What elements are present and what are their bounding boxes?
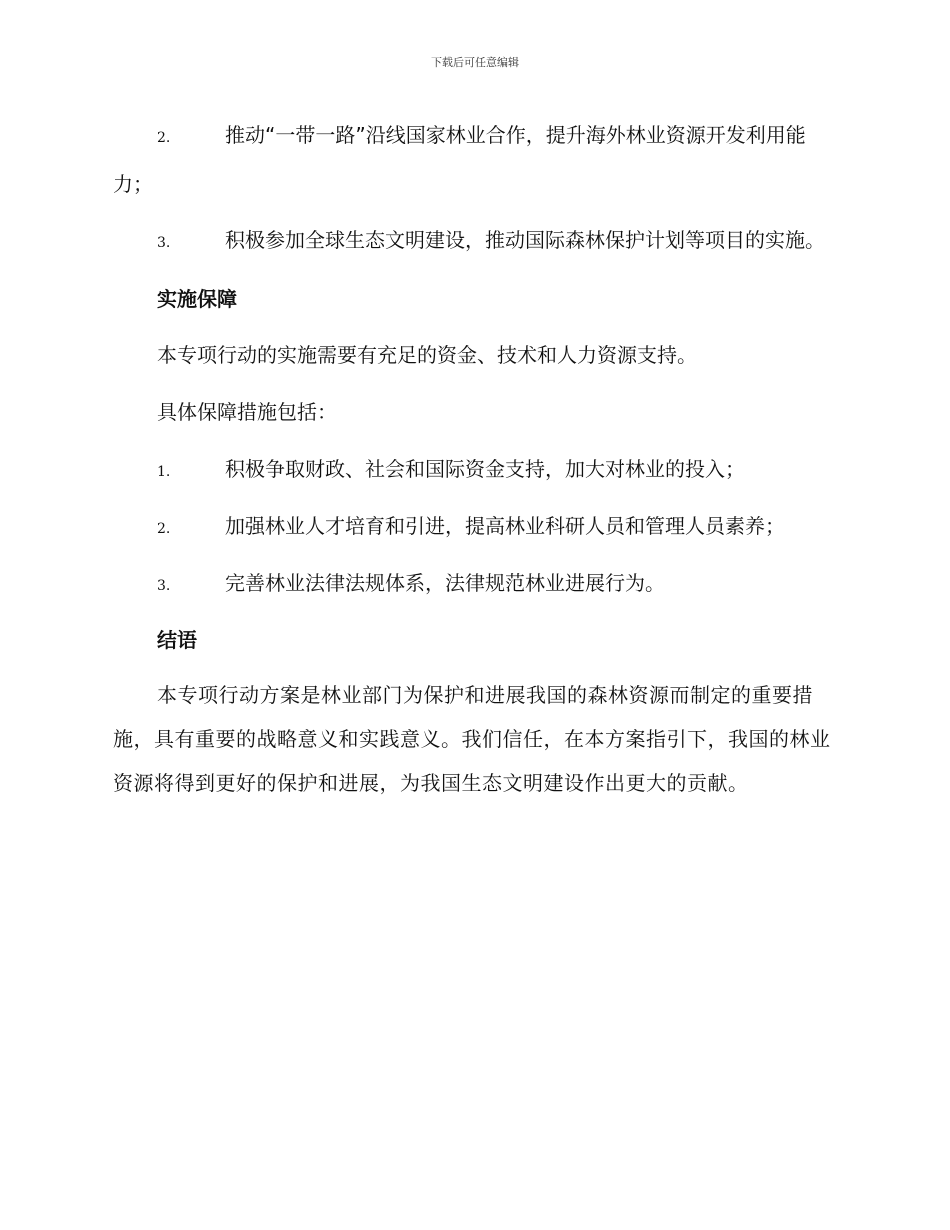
list-number: 1. — [157, 464, 171, 480]
list-item — [113, 217, 835, 266]
conclusion-paragraph: 本专项行动方案是林业部门为保护和进展我国的森林资源而制定的重要措施，具有重要的战略意义和实践意义。我们信任，在本方案指引下，我国的林业资源将得到更好的保护和进展，为我国生态文明建设作出更大的贡献。 — [113, 683, 831, 795]
guarantee-intro: 本专项行动的实施需要有充足的资金、技术和人力资源支持。 — [157, 343, 697, 367]
list-item — [113, 112, 835, 207]
document-body — [113, 112, 835, 816]
list-item — [113, 503, 835, 549]
list-text: 加强林业人才培育和引进，提高林业科研人员和管理人员素养； — [225, 514, 785, 538]
list-number: 2. — [157, 521, 171, 537]
list-text: 积极争取财政、社会和国际资金支持，加大对林业的投入； — [225, 457, 745, 481]
list-text: 推动“一带一路”沿线国家林业合作，提升海外林业资源开发利用能力； — [113, 123, 806, 196]
list-number: 3. — [157, 235, 171, 251]
measures-label: 具体保障措施包括： — [157, 400, 337, 424]
section-heading-conclusion: 结语 — [157, 628, 197, 652]
list-number: 2. — [157, 130, 171, 146]
list-item — [113, 560, 835, 606]
page-header: 下载后可任意编辑 — [431, 56, 519, 69]
section-heading-guarantee: 实施保障 — [157, 287, 237, 311]
list-number: 3. — [157, 578, 171, 594]
list-text: 完善林业法律法规体系，法律规范林业进展行为。 — [225, 571, 665, 595]
list-text: 积极参加全球生态文明建设，推动国际森林保护计划等项目的实施。 — [225, 228, 825, 252]
list-item — [113, 446, 835, 492]
